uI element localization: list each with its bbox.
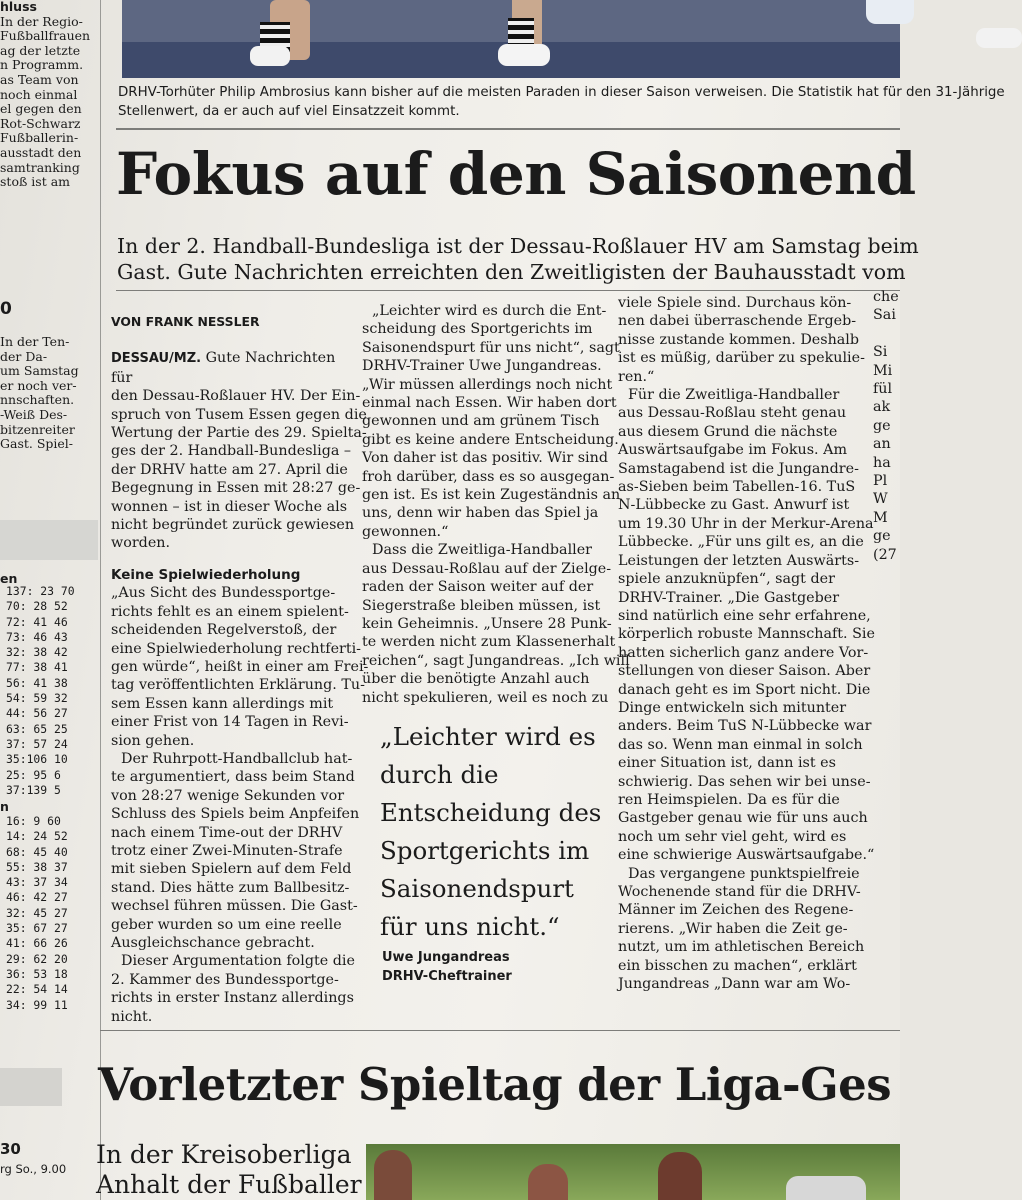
text-line: nicht. [111,1008,153,1025]
left-text-line: ausstadt den [0,144,82,160]
text-line: reichen“, sagt Jungandreas. „Ich will [362,652,630,669]
text-line: körperlich robuste Mannschaft. Sie [618,626,875,643]
left-text-line: samtranking [0,159,80,175]
text-line: das so. Wenn man einmal in solch [618,736,863,753]
article-column-1 [111,313,369,1026]
table-row: 16: 9 60 [6,814,61,828]
text-line: trotz einer Zwei-Minuten-Strafe [111,842,343,859]
left-text-line: um Samstag [0,363,79,379]
table-row: 68: 45 40 [6,844,68,859]
text-line: einer Frist von 14 Tagen in Revi- [111,714,349,731]
text-line: sem Essen kann allerdings mit [111,695,334,712]
player-figure [528,1164,568,1200]
deck-line: In der 2. Handball-Bundesliga ist der Dessau-Roßlauer HV am Samstag beim [117,234,919,258]
deck-line: Gast. Gute Nachrichten erreichten den Zweitligisten der Bauhausstadt vom [117,260,906,284]
table-row: 44: 56 27 [6,706,68,721]
table-row: 29: 62 20 [6,951,68,966]
table-row: 37:139 5 [6,782,61,797]
left-text-line: stoß ist am [0,174,71,190]
article-column-2 [362,302,630,707]
table-row: 37: 57 24 [6,736,68,751]
player-shoe [250,46,290,66]
dateline: DESSAU/MZ. [111,351,202,367]
text-line: geber wurden so um eine reelle [111,916,342,933]
text-line: ren Heimspielen. Da es für die [618,791,840,808]
cut-off-line: W [873,491,888,508]
left-text-line: el gegen den [0,101,82,117]
cut-off-line: che [873,289,899,305]
text-line: Lübbecke. „Für uns gilt es, an die [618,534,864,551]
quote-line: Entscheidung des [380,798,602,827]
table-1-label: en [0,571,18,586]
rule-above-bottom-article [100,1030,900,1031]
table-row: 77: 38 41 [6,660,68,675]
text-line: den Dessau-Roßlauer HV. Der Ein- [111,388,361,405]
left-text-line: Fußballfrauen [0,28,91,44]
cut-off-line [873,325,900,343]
table-row: 22: 54 14 [6,982,68,997]
text-line: sion gehen. [111,732,195,749]
text-line: worden. [111,535,171,552]
bottom-deck-line: In der Kreisoberliga [96,1140,352,1169]
quote-author: Uwe Jungandreas [382,950,510,965]
caption-line: DRHV-Torhüter Philip Ambrosius kann bisher auf die meisten Paraden in dieser Saison verweisen. Die Statistik hat für den 31-Jährige [118,85,1005,100]
left-article-1 [0,0,90,190]
player-figure [374,1150,412,1200]
text-line: stand. Dies hätte zum Ballbesitz- [111,879,350,896]
cut-off-line: ak [873,399,891,416]
grey-box [0,1068,62,1106]
text-line: N-Lübbecke zu Gast. Anwurf ist [618,497,850,514]
text-line: Dass die Zweitliga-Handballer [372,542,593,559]
left-text-line: noch einmal [0,86,78,102]
table-row: 54: 59 32 [6,691,68,706]
bottom-deck-line: Anhalt der Fußballer [96,1170,362,1199]
left-text-line: Rot-Schwarz [0,115,81,131]
headline: Fokus auf den Saisonend [116,140,916,208]
cut-off-line: Mi [873,362,893,379]
table-row: 14: 24 52 [6,829,68,844]
paragraph [362,541,630,707]
text-line: von 28:27 wenige Sekunden vor [111,787,345,804]
text-line: ein bisschen zu machen“, erklärt [618,957,857,974]
text-line: noch um sehr viel geht, wird es [618,828,847,845]
left-article-2-heading: 0 [0,299,12,319]
table-row: 36: 53 18 [6,966,68,981]
text-line: nutzt, um im athletischen Bereich [618,939,865,956]
text-line: Auswärtsaufgabe im Fokus. Am [618,442,848,459]
column-divider-left [100,0,101,1200]
paragraph [362,302,621,541]
photo-caption [118,83,1005,121]
text-line: Schluss des Spiels beim Anpfeifen [111,806,360,823]
table-row: 35:106 10 [6,752,68,767]
paragraph [111,584,369,750]
text-line: nicht spekulieren, weil es noch zu [362,689,609,706]
text-line: gewonnen und am grünem Tisch [362,413,600,430]
text-line: scheidung des Sportgerichts im [362,321,593,338]
text-line: te werden nicht zum Klassenerhalt [362,634,616,651]
deck [117,233,917,285]
quote-role: DRHV-Cheftrainer [382,969,512,984]
text-line: richts fehlt es an einem spielent- [111,603,349,620]
left-text-line: ag der letzte [0,42,81,58]
text-line: hatten sicherlich ganz andere Vor- [618,644,869,661]
cut-off-line: Si [873,344,888,361]
text-line: Gute Nachrichten für [111,350,336,386]
text-line: Wochenende stand für die DRHV- [618,884,861,900]
left-article-2 [0,335,79,452]
text-line: nisse zustande kommen. Deshalb [618,331,860,348]
cut-off-line: M [873,509,888,526]
left-text-line: bitzenreiter [0,421,75,437]
text-line: scheidenden Regelverstoß, der [111,622,337,639]
text-line: Samstagabend ist die Jungandre- [618,460,859,477]
text-line: Dieser Argumentation folgte die [121,953,355,970]
quote-line: durch die [380,760,499,789]
text-line: nicht begründet zurück gewiesen [111,517,355,534]
text-line: Saisonendspurt für uns nicht“, sagt [362,339,620,356]
text-line: wonnen – ist in dieser Woche als [111,498,348,515]
table-row: 34: 99 11 [6,997,68,1012]
text-line: Dinge entwickeln sich mitunter [618,699,847,716]
text-line: anders. Beim TuS N-Lübbecke war [618,718,872,735]
left-margin-column [0,0,98,1200]
left-text-line: Gast. Spiel- [0,436,74,452]
text-line: Der Ruhrpott-Handballclub hat- [121,750,353,767]
table-row: 35: 67 27 [6,921,68,936]
player-figure [786,1176,866,1200]
text-line: Wertung der Partie des 29. Spielta- [111,425,367,442]
handball-photo [122,0,900,78]
table-1-header [0,520,98,560]
cut-off-line: an [873,436,891,453]
table-row: 32: 38 42 [6,645,68,660]
text-line: spruch von Tusem Essen gegen die [111,406,367,423]
text-line: Gastgeber genau wie für uns auch [618,810,868,827]
cut-off-line: ge [873,528,891,545]
paragraph [111,750,360,952]
pull-quote [380,718,615,946]
byline: VON FRANK NESSLER [111,314,260,329]
rule-under-caption [116,128,900,130]
text-line: Begegnung in Essen mit 28:27 ge- [111,480,361,497]
text-line: aus diesem Grund die nächste [618,423,838,440]
quote-line: für uns nicht.“ [380,912,560,941]
text-line: mit sieben Spielern auf dem Feld [111,861,352,878]
text-line: nach einem Time-out der DRHV [111,824,343,841]
text-line: Von daher ist das positiv. Wir sind [362,450,608,467]
text-line: te argumentiert, dass beim Stand [111,769,355,786]
text-line: über die benötigte Anzahl auch [362,671,590,688]
subheading: Keine Spielwiederholung [111,566,301,583]
paragraph [618,386,880,865]
text-line: gen würde“, heißt in einer am Frei- [111,658,369,675]
text-line: danach geht es im Sport nicht. Die [618,681,871,698]
paragraph [111,387,367,553]
article-column-4-partial [873,288,900,564]
text-line: schwierig. Das sehen wir bei unse- [618,773,871,790]
text-line: nen dabei überraschende Ergeb- [618,313,857,330]
cut-off-line: fül [873,381,893,398]
text-line: „Aus Sicht des Bundessportge- [111,585,336,602]
rule-under-deck [116,290,900,291]
quote-attribution [382,948,617,986]
text-line: eine Spielwiederholung rechtferti- [111,640,362,657]
left-text-line: hluss [0,0,37,14]
text-line: Leistungen der letzten Auswärts- [618,552,860,569]
table-row: 56: 41 38 [6,675,68,690]
table-row: 41: 66 26 [6,936,68,951]
quote-line: Saisonendspurt [380,874,574,903]
text-line: stellungen von dieser Saison. Aber [618,663,871,680]
text-line: einmal nach Essen. Wir haben dort [362,395,617,412]
paragraph [618,294,880,386]
bottom-deck [96,1140,362,1200]
quote-line: Sportgerichts im [380,836,590,865]
table-row: 70: 28 52 [6,599,68,614]
text-line: tag veröffentlichten Erklärung. Tu- [111,677,365,694]
cut-off-line: ha [873,454,891,471]
table-row: 32: 45 27 [6,905,68,920]
left-text-line: In der Regio- [0,13,83,29]
standings-table-2 [6,814,68,1013]
left-text-line: In der Ten- [0,334,70,349]
table-row: 63: 65 25 [6,721,68,736]
paragraph [111,952,355,1026]
paragraph [618,865,880,994]
left-text-line: -Weiß Des- [0,406,68,422]
text-line: eine schwierige Auswärtsaufgabe.“ [618,847,875,864]
text-line: uns, denn wir haben das Spiel ja [362,505,599,522]
text-line: 2. Kammer des Bundessportge- [111,971,339,988]
text-line: DRHV-Trainer Uwe Jungandreas. [362,358,602,375]
text-line: spiele anzuknüpfen“, sagt der [618,571,835,588]
text-line: kein Geheimnis. „Unsere 28 Punk- [362,615,612,632]
left-text-line: er noch ver- [0,377,77,393]
text-line: aus Dessau-Roßlau steht genau [618,405,847,422]
text-line: sind natürlich eine sehr erfahrene, [618,607,871,624]
text-line: Ausgleichschance gebracht. [111,935,315,951]
table-row: 25: 95 6 [6,767,61,782]
text-line: viele Spiele sind. Durchaus kön- [618,295,852,311]
text-line: gewonnen.“ [362,523,449,540]
left-text-line: Fußballerin- [0,130,79,146]
text-line: der DRHV hatte am 27. April die [111,461,348,478]
standings-table-1 [6,584,75,798]
text-line: einer Situation ist, dann ist es [618,755,836,772]
text-line: Das vergangene punktspielfreie [628,865,860,882]
article-column-3 [618,294,880,993]
table-row: 72: 41 46 [6,614,68,629]
left-text-line: n Programm. [0,57,84,73]
text-line: aus Dessau-Roßlau auf der Zielge- [362,560,612,577]
quote-line: „Leichter wird es [380,722,596,751]
text-line: Jungandreas „Dann war am Wo- [618,976,851,993]
cut-off-line: Pl [873,473,888,490]
cut-off-line: ge [873,417,891,434]
text-line: DRHV-Trainer. „Die Gastgeber [618,589,840,606]
text-line: „Leichter wird es durch die Ent- [372,303,607,319]
text-line: um 19.30 Uhr in der Merkur-Arena [618,515,874,532]
left-text-line: der Da- [0,348,48,364]
text-line: raden der Saison weiter auf der [362,579,594,596]
cut-off-line: Sai [873,307,896,324]
caption-line: Stellenwert, da er auch auf viel Einsatzzeit kommt. [118,104,460,119]
left-text-line: nnschaften. [0,392,75,408]
text-line: ist es müßig, darüber zu spekulie- [618,350,865,367]
table-row: 55: 38 37 [6,859,68,874]
text-line: gen ist. Es ist kein Zugeständnis an [362,487,621,504]
player-shoe [498,44,550,66]
left-text-line: as Team von [0,71,79,87]
text-line: „Wir müssen allerdings noch nicht [362,376,613,393]
player-shoe [866,0,914,24]
text-line: Siegerstraße bleiben müssen, ist [362,597,601,614]
left-bottom-line: rg So., 9.00 [0,1162,67,1176]
table-row: 137: 23 70 [6,584,75,598]
player-shoe [976,28,1022,48]
cut-off-line: (27 [873,546,897,563]
football-photo [366,1144,900,1200]
table-2-label: n [0,799,9,814]
text-line: wechsel führen müssen. Die Gast- [111,898,358,915]
text-line: froh darüber, dass es so ausgegan- [362,468,615,485]
text-line: rierens. „Wir haben die Zeit ge- [618,920,848,937]
bottom-headline: Vorletzter Spieltag der Liga-Ges [98,1058,892,1111]
text-line: richts in erster Instanz allerdings [111,990,354,1007]
text-line: ren.“ [618,368,655,385]
text-line: as-Sieben beim Tabellen-16. TuS [618,479,856,496]
text-line: ges der 2. Handball-Bundesliga – [111,443,352,460]
text-line: gibt es keine andere Entscheidung. [362,431,619,448]
text-line: Für die Zweitliga-Handballer [628,387,840,404]
text-line: Männer im Zeichen des Regene- [618,902,854,919]
table-row: 46: 42 27 [6,890,68,905]
table-row: 43: 37 34 [6,875,68,890]
player-figure [658,1152,702,1200]
table-row: 73: 46 43 [6,629,68,644]
left-bottom-label: 30 [0,1140,21,1158]
